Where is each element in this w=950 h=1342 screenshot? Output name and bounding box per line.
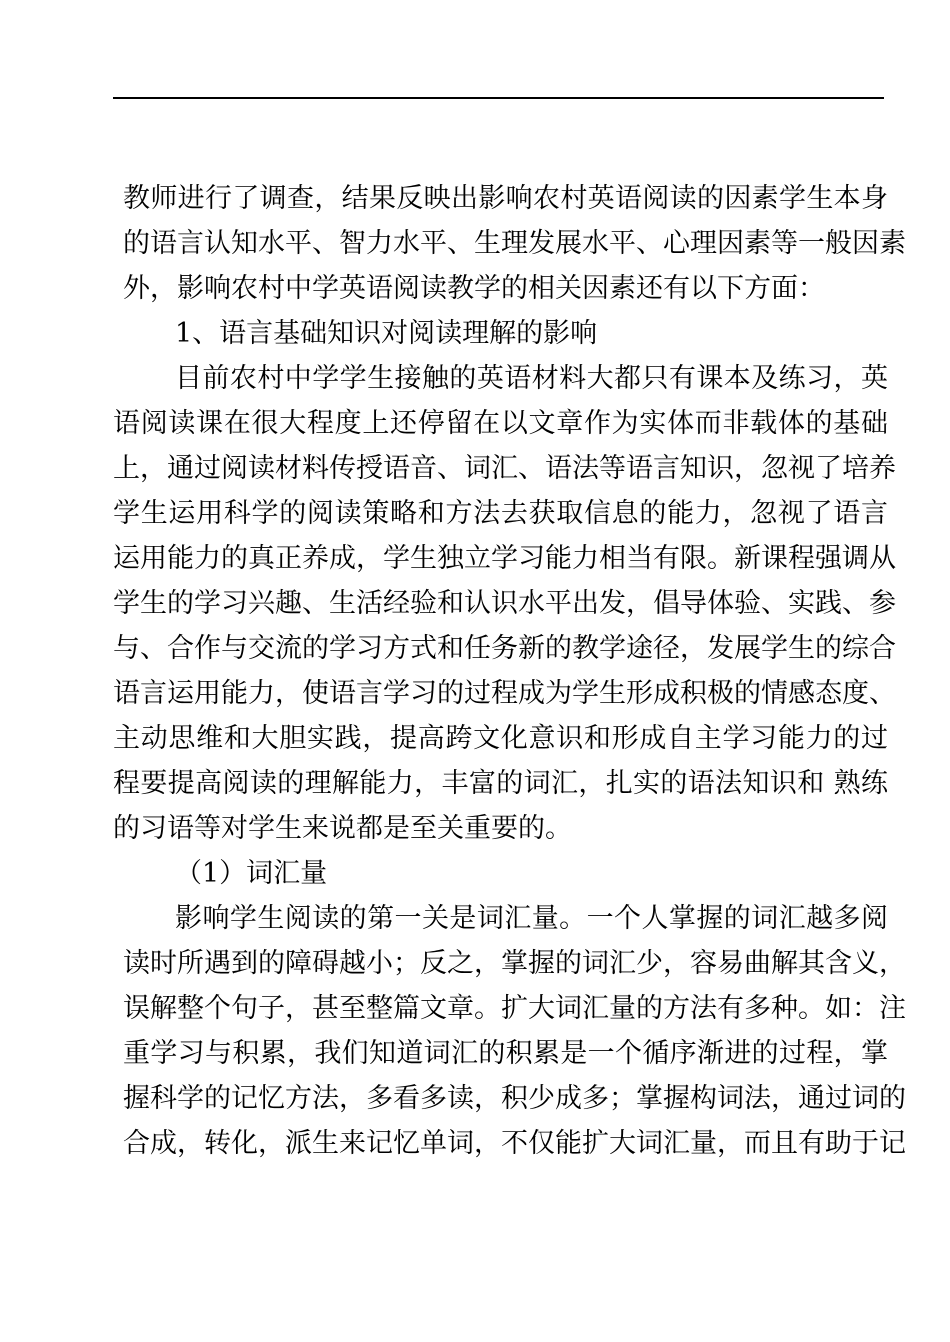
- text-line: 读时所遇到的障碍越小；反之，掌握的词汇少，容易曲解其含义，: [123, 948, 906, 979]
- body-text: [113, 176, 906, 1166]
- text-line: 的习语等对学生来说都是至关重要的。: [113, 813, 572, 844]
- text-line: 教师进行了调查，结果反映出影响农村英语阅读的因素学生本身: [123, 183, 888, 214]
- text-line: 学生运用科学的阅读策略和方法去获取信息的能力，忽视了语言: [113, 498, 888, 529]
- text-line: 语阅读课在很大程度上还停留在以文章作为实体而非载体的基础: [113, 408, 888, 439]
- text-line: 与、合作与交流的学习方式和任务新的教学途径，发展学生的综合: [113, 633, 896, 664]
- text-line: 重学习与积累，我们知道词汇的积累是一个循序渐进的过程，掌: [123, 1038, 888, 1069]
- text-line: 外，影响农村中学英语阅读教学的相关因素还有以下方面：: [123, 273, 825, 304]
- text-line: 的语言认知水平、智力水平、生理发展水平、心理因素等一般因素: [123, 228, 906, 259]
- text-line: 影响学生阅读的第一关是词汇量。一个人掌握的词汇越多阅: [175, 903, 888, 934]
- text-line: 握科学的记忆方法，多看多读，积少成多；掌握构词法，通过词的: [123, 1083, 906, 1114]
- text-line: 主动思维和大胆实践，提高跨文化意识和形成自主学习能力的过: [113, 723, 888, 754]
- text-line: 程要提高阅读的理解能力，丰富的词汇，扎实的语法知识和 熟练: [113, 768, 888, 799]
- text-line: 运用能力的真正养成，学生独立学习能力相当有限。新课程强调从: [113, 543, 896, 574]
- text-line: 合成，转化，派生来记忆单词，不仅能扩大词汇量，而且有助于记: [123, 1128, 906, 1159]
- text-line: 上，通过阅读材料传授语音、词汇、语法等语言知识，忽视了培养: [113, 453, 896, 484]
- text-line: 学生的学习兴趣、生活经验和认识水平出发，倡导体验、实践、参: [113, 588, 896, 619]
- text-line: 语言运用能力，使语言学习的过程成为学生形成积极的情感态度、: [113, 678, 896, 709]
- text-line: 1、语言基础知识对阅读理解的影响: [175, 318, 598, 349]
- text-line: （1）词汇量: [175, 858, 328, 889]
- header-rule: [113, 97, 884, 99]
- text-line: 目前农村中学学生接触的英语材料大都只有课本及练习，英: [175, 363, 888, 394]
- text-line: 误解整个句子，甚至整篇文章。扩大词汇量的方法有多种。如：注: [123, 993, 906, 1024]
